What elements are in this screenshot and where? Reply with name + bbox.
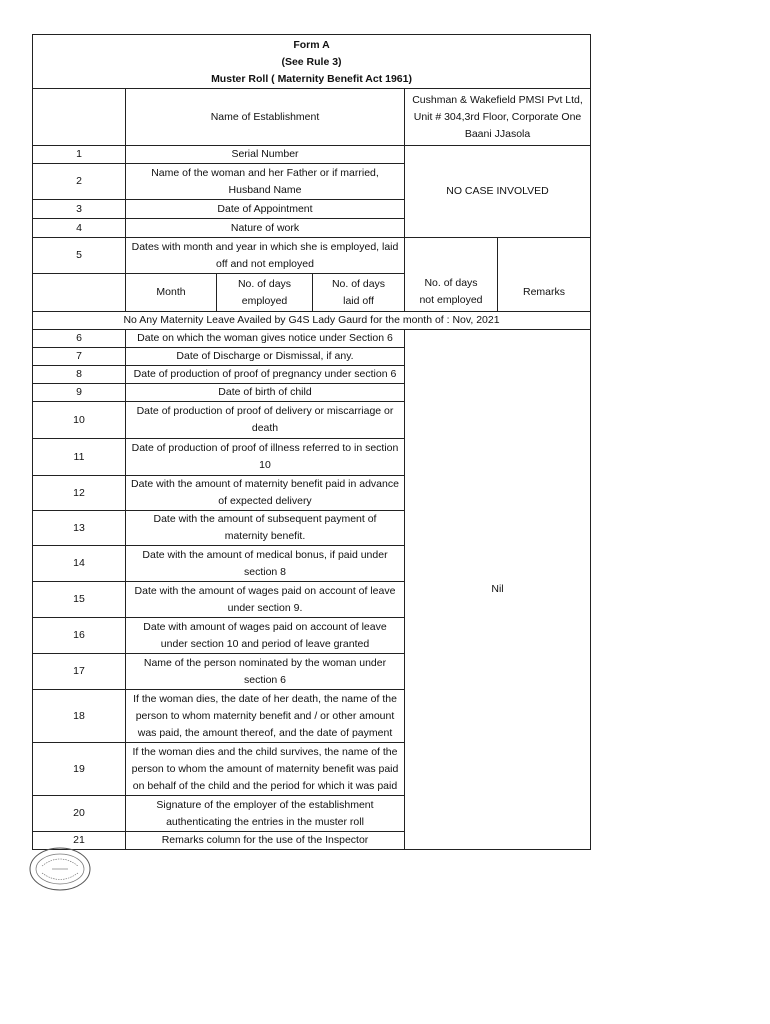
- row-number: 9: [33, 384, 126, 402]
- row-label-line: section 8: [243, 565, 287, 578]
- row-label: [126, 384, 405, 402]
- row-label: [126, 796, 405, 832]
- header-line: No. of days: [331, 277, 386, 290]
- row-label-line: Name of the woman and her Father or if married,: [151, 166, 379, 179]
- row-label-line: Name of the person nominated by the woman under: [143, 656, 387, 669]
- blank-cell: [405, 238, 498, 274]
- row-number: 13: [33, 511, 126, 546]
- row-label: Nature of work: [126, 219, 405, 238]
- row-label: [126, 618, 405, 654]
- row-label-line: Date with amount of wages paid on account of leave: [143, 620, 387, 633]
- row-label: [126, 439, 405, 476]
- row-number: 17: [33, 654, 126, 690]
- establishment-line-2: Unit # 304,3rd Floor, Corporate One: [413, 110, 582, 123]
- days-employed-header: [217, 274, 313, 312]
- row-label: [126, 164, 405, 200]
- row-label-line: Date with the amount of wages paid on account of leave: [134, 584, 396, 597]
- row-label: [126, 690, 405, 743]
- row-number: 15: [33, 582, 126, 618]
- row-label: [126, 366, 405, 384]
- row-number: 21: [33, 832, 126, 850]
- row-label-line: Date on which the woman gives notice under Section 6: [137, 332, 393, 344]
- row-label-line: of expected delivery: [218, 495, 312, 507]
- row-number: 4: [33, 219, 126, 238]
- establishment-line-1: Cushman & Wakefield PMSI Pvt Ltd,: [412, 93, 583, 106]
- row-label-line: Date of production of proof of pregnancy under section 6: [133, 368, 397, 380]
- row-label-line: off and not employed: [216, 257, 314, 270]
- form-title: Form A: [293, 39, 330, 51]
- row-number: 11: [33, 439, 126, 476]
- row-label: [126, 546, 405, 582]
- row-label-line: person to whom maternity benefit and / or other amount: [135, 709, 395, 722]
- blank-cell: [33, 89, 126, 146]
- row-number: 19: [33, 743, 126, 796]
- row-number: 16: [33, 618, 126, 654]
- circular-seal-icon: [28, 846, 92, 892]
- row-label: [126, 582, 405, 618]
- establishment-label: Name of Establishment: [126, 89, 405, 146]
- days-notemployed-header: [405, 274, 498, 312]
- days-laidoff-header: [313, 274, 405, 312]
- notice-row: No Any Maternity Leave Availed by G4S Lady Gaurd for the month of : Nov, 2021: [33, 312, 591, 330]
- row-number: 10: [33, 402, 126, 439]
- row-label-line: Remarks column for the use of the Inspector: [161, 834, 369, 846]
- row-number: 7: [33, 348, 126, 366]
- row-label-line: on behalf of the child and the period for which it was paid: [132, 779, 398, 792]
- row-label-line: death: [251, 422, 279, 434]
- row-label-line: Dates with month and year in which she is employed, laid: [131, 240, 399, 253]
- header-line: No. of days: [237, 277, 292, 290]
- row-label: [126, 402, 405, 439]
- row-label: [126, 743, 405, 796]
- nil-value: Nil: [405, 330, 591, 850]
- row-number: 6: [33, 330, 126, 348]
- row-label-line: was paid, the amount thereof, and the date of payment: [137, 726, 393, 739]
- row-number: 12: [33, 476, 126, 511]
- header-line: No. of days: [424, 277, 478, 290]
- row-label: [126, 654, 405, 690]
- remarks-header: Remarks: [498, 274, 591, 312]
- establishment-line-3: Baani JJasola: [464, 127, 531, 140]
- case-status: NO CASE INVOLVED: [405, 146, 591, 238]
- row-number: 8: [33, 366, 126, 384]
- row-label-line: Date with the amount of maternity benefit paid in advance: [131, 478, 399, 490]
- row-label-line: Date with the amount of medical bonus, if paid under: [142, 548, 388, 561]
- month-header: Month: [126, 274, 217, 312]
- muster-roll-table: [32, 34, 591, 850]
- row-label-line: person to whom the amount of maternity benefit was paid: [131, 762, 399, 775]
- row-label-line: Date with the amount of subsequent payment of: [153, 513, 377, 525]
- row-label-line: Signature of the employer of the establishment: [156, 798, 374, 811]
- row-label-line: under section 9.: [227, 601, 303, 614]
- row-label-line: maternity benefit.: [224, 530, 306, 542]
- row-label-line: section 6: [243, 673, 287, 686]
- row-number: 18: [33, 690, 126, 743]
- row-label-line: under section 10 and period of leave granted: [160, 637, 370, 650]
- row-label: [126, 330, 405, 348]
- header-line: not employed: [419, 294, 483, 307]
- row-label-line: Husband Name: [228, 183, 302, 196]
- row-label: [126, 476, 405, 511]
- row-label-line: Date of production of proof of illness referred to in section: [131, 442, 399, 454]
- header-line: employed: [241, 294, 288, 307]
- blank-cell: [498, 238, 591, 274]
- row-label: Serial Number: [126, 146, 405, 164]
- row-label: [126, 238, 405, 274]
- row-label: Date of Appointment: [126, 200, 405, 219]
- row-label: [126, 832, 405, 850]
- row-number: 14: [33, 546, 126, 582]
- row-label-line: If the woman dies, the date of her death, the name of the: [133, 692, 397, 705]
- row-label-line: If the woman dies and the child survives, the name of the: [132, 745, 398, 758]
- form-rule: (See Rule 3): [281, 56, 342, 68]
- row-label-line: Date of production of proof of delivery or miscarriage or: [136, 405, 394, 417]
- row-label: [126, 511, 405, 546]
- row-number: 2: [33, 164, 126, 200]
- form-subtitle: Muster Roll ( Maternity Benefit Act 1961): [211, 73, 412, 85]
- row-number: 1: [33, 146, 126, 164]
- establishment-value: [405, 89, 591, 146]
- row-label-line: authenticating the entries in the muster roll: [166, 815, 364, 828]
- row-label-line: Date of Discharge or Dismissal, if any.: [176, 350, 354, 362]
- blank-cell: [33, 274, 126, 312]
- row-label-line: Date of birth of child: [218, 386, 312, 398]
- row-number: 20: [33, 796, 126, 832]
- row-label-line: 10: [259, 459, 271, 471]
- row-number: 3: [33, 200, 126, 219]
- header-line: laid off: [343, 294, 374, 307]
- row-number: 5: [33, 238, 126, 274]
- row-label: [126, 348, 405, 366]
- form-header: [33, 35, 591, 89]
